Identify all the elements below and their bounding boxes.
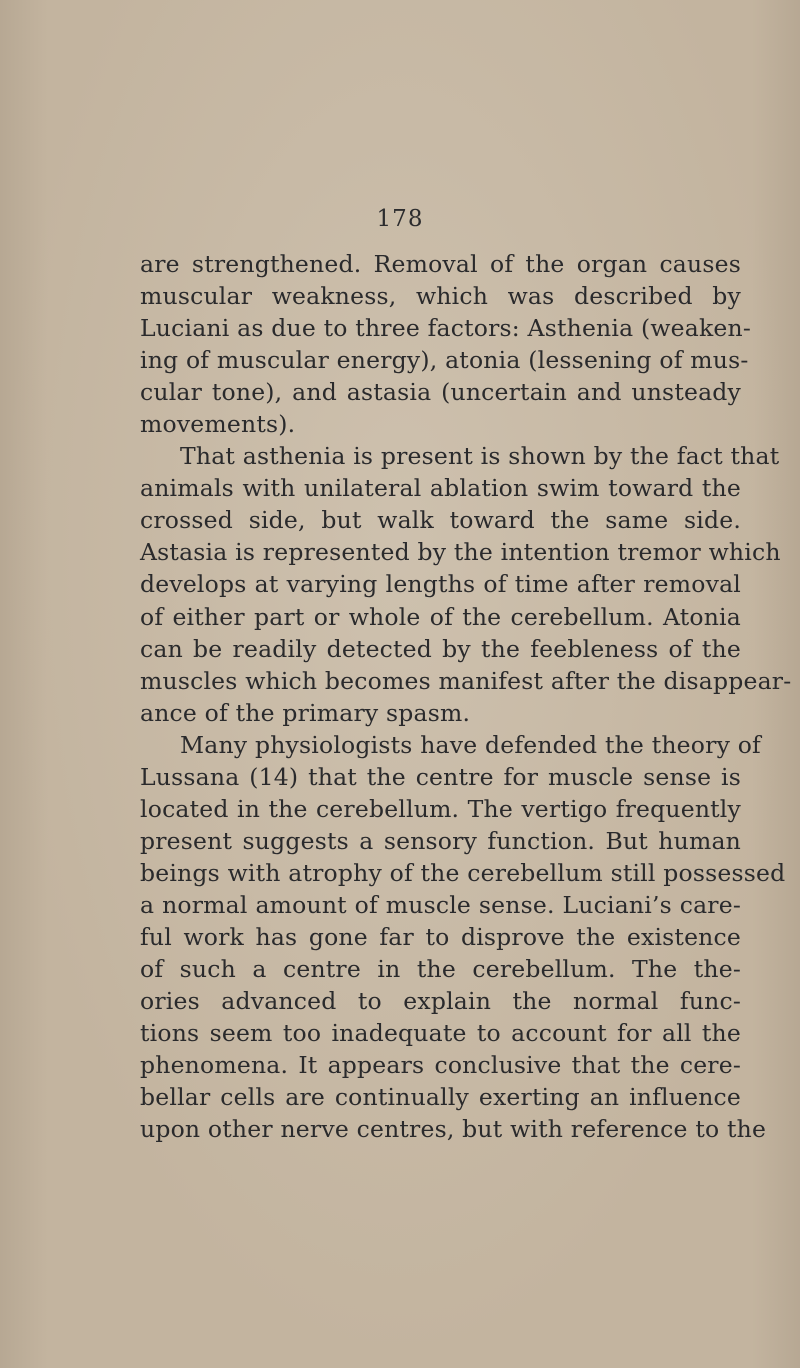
text-line: are strengthened. Removal of the organ causes — [140, 250, 741, 278]
text-line: Luciani as due to three factors: Asthenia (weaken- — [140, 314, 752, 343]
text-line: Astasia is represented by the intention tremor which — [140, 538, 781, 567]
page-number: 178 — [376, 206, 424, 232]
paragraph-end-line: ance of the primary spasm. — [140, 698, 471, 727]
text-line: crossed side, but walk toward the same side. — [140, 506, 741, 535]
text-line: muscles which becomes manifest after the disappear- — [140, 666, 792, 695]
paragraph-end-line: movements). — [140, 410, 296, 439]
text-line: phenomena. It appears conclusive that the cere- — [140, 1051, 741, 1080]
text-line: develops at varying lengths of time after removal — [140, 570, 741, 599]
text-line: tions seem too inadequate to account for all the — [140, 1019, 741, 1048]
text-line: a normal amount of muscle sense. Luciani’s care- — [140, 890, 741, 919]
text-line: can be readily detected by the feebleness of the — [140, 634, 741, 663]
text-line: ories advanced to explain the normal func- — [140, 987, 741, 1016]
text-line: of either part or whole of the cerebellum. Atonia — [140, 602, 741, 631]
body-text — [140, 248, 792, 1145]
text-line: located in the cerebellum. The vertigo frequently — [140, 794, 741, 823]
text-line: of such a centre in the cerebellum. The the- — [140, 955, 741, 984]
text-line: animals with unilateral ablation swim toward the — [140, 474, 741, 503]
text-line: bellar cells are continually exerting an influence — [140, 1083, 741, 1112]
text-line: ing of muscular energy), atonia (lessening of mus- — [140, 346, 749, 375]
text-line: muscular weakness, which was described by — [140, 282, 741, 311]
text-line: cular tone), and astasia (uncertain and unsteady — [140, 378, 741, 407]
text-line: beings with atrophy of the cerebellum still possessed — [140, 858, 786, 887]
text-line: Lussana (14) that the centre for muscle sense is — [140, 762, 741, 791]
paragraph-start-line: Many physiologists have defended the theory of — [180, 730, 761, 759]
text-line: upon other nerve centres, but with reference to the — [140, 1115, 767, 1144]
text-line: present suggests a sensory function. But human — [140, 826, 741, 855]
paragraph-start-line: That asthenia is present is shown by the fact that — [180, 442, 780, 471]
text-line: ful work has gone far to disprove the existence — [140, 922, 741, 951]
